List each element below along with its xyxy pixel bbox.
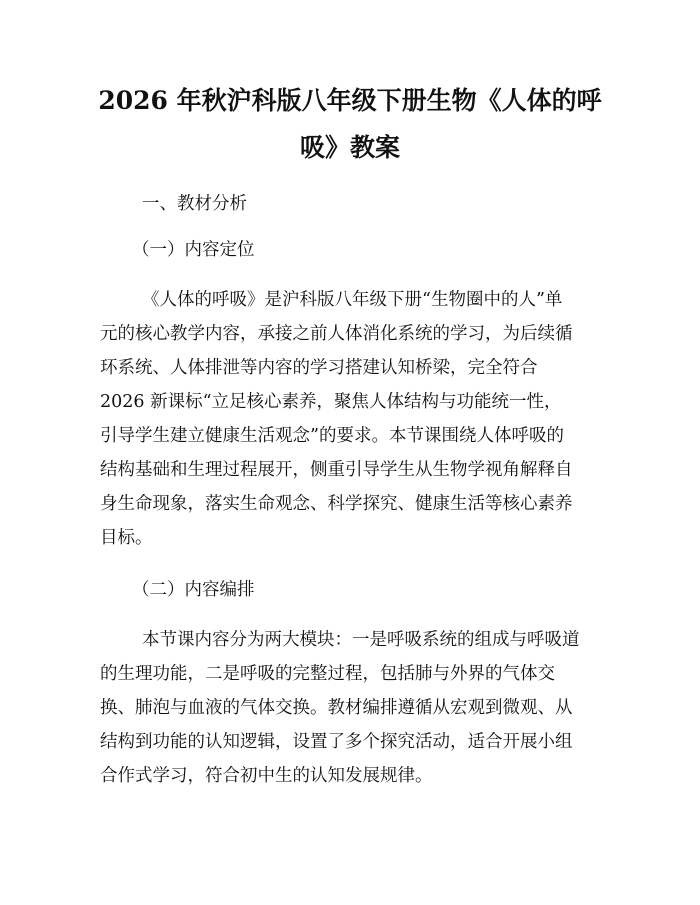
paragraph-line: 结构到功能的认知逻辑，设置了多个探究活动，适合开展小组: [100, 732, 573, 752]
paragraph-line: 2026 新课标“立足核心素养，聚焦人体结构与功能统一性，: [100, 392, 562, 412]
document-title-line-1: 2026 年秋沪科版八年级下册生物《人体的呼: [98, 86, 602, 115]
paragraph-line: 结构基础和生理过程展开，侧重引导学生从生物学视角解释自: [100, 460, 573, 480]
subsection-heading-content-arrangement: （二）内容编排: [132, 580, 255, 600]
paragraph-line: 身生命现象，落实生命观念、科学探究、健康生活等核心素养: [100, 494, 573, 514]
paragraph-line: 本节课内容分为两大模块：一是呼吸系统的组成与呼吸道: [142, 630, 580, 650]
document-title-line-2: 吸》教案: [299, 133, 400, 162]
paragraph-line: 《人体的呼吸》是沪科版八年级下册“生物圈中的人”单: [142, 290, 563, 310]
paragraph-line: 元的核心教学内容，承接之前人体消化系统的学习，为后续循: [100, 324, 573, 344]
paragraph-line: 合作式学习，符合初中生的认知发展规律。: [100, 766, 433, 786]
section-heading-textbook-analysis: 一、教材分析: [142, 194, 247, 214]
paragraph-line: 引导学生建立健康生活观念”的要求。本节课围绕人体呼吸的: [100, 426, 564, 446]
paragraph-line: 目标。: [100, 528, 153, 548]
subsection-heading-content-positioning: （一）内容定位: [132, 240, 255, 260]
paragraph-line: 换、肺泡与血液的气体交换。教材编排遵循从宏观到微观、从: [100, 698, 573, 718]
paragraph-line: 的生理功能，二是呼吸的完整过程，包括肺与外界的气体交: [100, 664, 555, 684]
paragraph-line: 环系统、人体排泄等内容的学习搭建认知桥梁，完全符合: [100, 358, 538, 378]
